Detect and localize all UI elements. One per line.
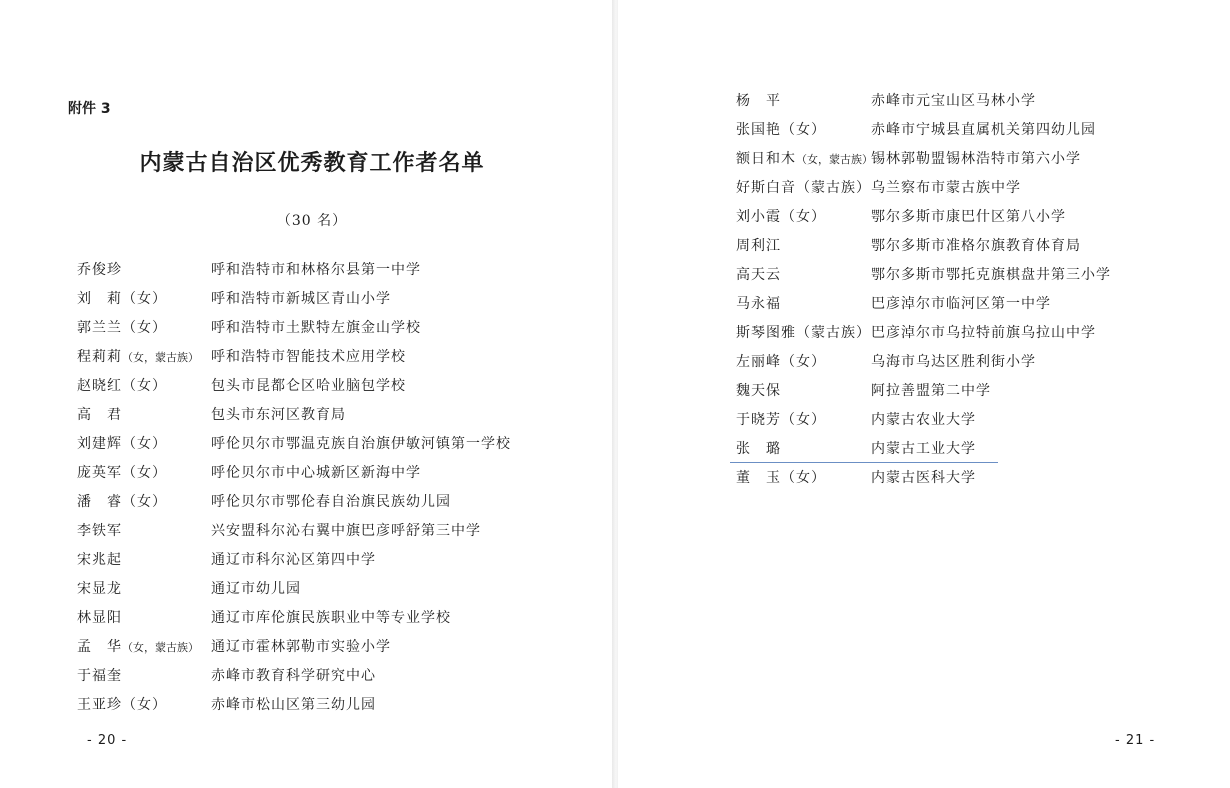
person-name-text: 乔俊珍 bbox=[77, 262, 122, 278]
person-name bbox=[77, 288, 211, 317]
page-number-right: - 21 - bbox=[1115, 733, 1156, 748]
person-note: （女，蒙古族） bbox=[122, 641, 199, 654]
list-item bbox=[77, 665, 511, 694]
list-item bbox=[77, 520, 511, 549]
person-name-text: 左丽峰（女） bbox=[736, 354, 826, 370]
organization: 锡林郭勒盟锡林浩特市第六小学 bbox=[871, 151, 1081, 167]
list-item bbox=[77, 404, 511, 433]
person-name-text: 杨 平 bbox=[736, 93, 781, 109]
person-name bbox=[77, 578, 211, 607]
list-item bbox=[77, 462, 511, 491]
list-item bbox=[77, 375, 511, 404]
list-item bbox=[77, 607, 511, 636]
person-name bbox=[736, 148, 871, 177]
organization: 通辽市霍林郭勒市实验小学 bbox=[211, 639, 391, 655]
list-item bbox=[736, 293, 1111, 322]
right-name-list bbox=[736, 90, 1111, 496]
organization: 呼和浩特市土默特左旗金山学校 bbox=[211, 320, 421, 336]
organization: 通辽市科尔沁区第四中学 bbox=[211, 552, 376, 568]
document-title: 内蒙古自治区优秀教育工作者名单 bbox=[139, 150, 485, 176]
person-name bbox=[736, 264, 871, 293]
list-item bbox=[77, 317, 511, 346]
organization: 赤峰市松山区第三幼儿园 bbox=[211, 697, 376, 713]
person-name-text: 庞英军（女） bbox=[77, 465, 167, 481]
organization: 呼和浩特市智能技术应用学校 bbox=[211, 349, 406, 365]
left-page bbox=[0, 0, 614, 788]
list-item bbox=[736, 409, 1111, 438]
organization: 巴彦淖尔市临河区第一中学 bbox=[871, 296, 1051, 312]
person-name-text: 宋显龙 bbox=[77, 581, 122, 597]
list-item bbox=[736, 467, 1111, 496]
organization: 鄂尔多斯市康巴什区第八小学 bbox=[871, 209, 1066, 225]
person-name-text: 马永福 bbox=[736, 296, 781, 312]
person-name-text: 孟 华 bbox=[77, 639, 122, 655]
person-name-text: 张国艳（女） bbox=[736, 122, 826, 138]
person-name bbox=[736, 380, 871, 409]
person-name bbox=[77, 665, 211, 694]
organization: 通辽市库伦旗民族职业中等专业学校 bbox=[211, 610, 451, 626]
organization: 乌兰察布市蒙古族中学 bbox=[871, 180, 1021, 196]
person-name bbox=[736, 90, 871, 119]
person-name-text: 斯琴图雅（蒙古族） bbox=[736, 325, 871, 341]
person-name bbox=[736, 293, 871, 322]
person-name-text: 额日和木 bbox=[736, 151, 796, 167]
list-item bbox=[77, 288, 511, 317]
person-name-text: 潘 睿（女） bbox=[77, 494, 167, 510]
organization: 乌海市乌达区胜利街小学 bbox=[871, 354, 1036, 370]
person-name bbox=[736, 409, 871, 438]
person-name bbox=[736, 467, 871, 496]
person-name-text: 林显阳 bbox=[77, 610, 122, 626]
list-item bbox=[77, 578, 511, 607]
person-name bbox=[736, 119, 871, 148]
organization: 巴彦淖尔市乌拉特前旗乌拉山中学 bbox=[871, 325, 1096, 341]
person-name bbox=[77, 259, 211, 288]
list-item bbox=[77, 433, 511, 462]
person-name-text: 高 君 bbox=[77, 407, 122, 423]
list-item bbox=[736, 351, 1111, 380]
person-name bbox=[77, 317, 211, 346]
organization: 呼伦贝尔市中心城新区新海中学 bbox=[211, 465, 421, 481]
organization: 兴安盟科尔沁右翼中旗巴彦呼舒第三中学 bbox=[211, 523, 481, 539]
list-item bbox=[77, 259, 511, 288]
organization: 内蒙古医科大学 bbox=[871, 470, 976, 486]
organization: 阿拉善盟第二中学 bbox=[871, 383, 991, 399]
person-name bbox=[77, 462, 211, 491]
right-page bbox=[618, 0, 1230, 788]
organization: 赤峰市元宝山区马林小学 bbox=[871, 93, 1036, 109]
person-name bbox=[77, 346, 211, 375]
person-name-text: 周利江 bbox=[736, 238, 781, 254]
organization: 通辽市幼儿园 bbox=[211, 581, 301, 597]
person-name-text: 董 玉（女） bbox=[736, 470, 826, 486]
person-name bbox=[77, 491, 211, 520]
organization: 呼和浩特市新城区青山小学 bbox=[211, 291, 391, 307]
list-item bbox=[77, 636, 511, 665]
organization: 赤峰市宁城县直属机关第四幼儿园 bbox=[871, 122, 1096, 138]
page-number-left: - 20 - bbox=[87, 733, 128, 748]
list-item bbox=[736, 90, 1111, 119]
count-label: （30 名） bbox=[276, 213, 348, 229]
person-name bbox=[77, 520, 211, 549]
person-name bbox=[77, 375, 211, 404]
organization: 鄂尔多斯市准格尔旗教育体育局 bbox=[871, 238, 1081, 254]
list-item bbox=[736, 206, 1111, 235]
left-name-list bbox=[77, 259, 511, 723]
person-name-text: 刘 莉（女） bbox=[77, 291, 167, 307]
list-item bbox=[736, 380, 1111, 409]
attachment-label: 附件 3 bbox=[68, 101, 111, 117]
organization: 包头市东河区教育局 bbox=[211, 407, 346, 423]
person-name-text: 宋兆起 bbox=[77, 552, 122, 568]
person-name-text: 魏天保 bbox=[736, 383, 781, 399]
person-name-text: 李铁军 bbox=[77, 523, 122, 539]
person-name bbox=[77, 549, 211, 578]
person-name-text: 于福奎 bbox=[77, 668, 122, 684]
person-name bbox=[77, 694, 211, 723]
person-name bbox=[736, 351, 871, 380]
list-item bbox=[77, 346, 511, 375]
list-item bbox=[736, 264, 1111, 293]
list-item bbox=[736, 119, 1111, 148]
person-note: （女，蒙古族） bbox=[796, 153, 873, 166]
person-name bbox=[736, 206, 871, 235]
person-name-text: 刘建辉（女） bbox=[77, 436, 167, 452]
pen-underline bbox=[730, 462, 998, 463]
organization: 内蒙古工业大学 bbox=[871, 441, 976, 457]
person-name-text: 好斯白音（蒙古族） bbox=[736, 180, 871, 196]
organization: 内蒙古农业大学 bbox=[871, 412, 976, 428]
organization: 呼伦贝尔市鄂温克族自治旗伊敏河镇第一学校 bbox=[211, 436, 511, 452]
person-name-text: 王亚珍（女） bbox=[77, 697, 167, 713]
list-item bbox=[736, 235, 1111, 264]
list-item bbox=[77, 491, 511, 520]
organization: 呼伦贝尔市鄂伦春自治旗民族幼儿园 bbox=[211, 494, 451, 510]
person-name-text: 赵晓红（女） bbox=[77, 378, 167, 394]
person-name bbox=[736, 322, 871, 351]
list-item bbox=[736, 148, 1111, 177]
person-name bbox=[77, 607, 211, 636]
organization: 包头市昆都仑区哈业脑包学校 bbox=[211, 378, 406, 394]
list-item bbox=[77, 694, 511, 723]
person-name bbox=[736, 235, 871, 264]
person-note: （女，蒙古族） bbox=[122, 351, 199, 364]
person-name-text: 程莉莉 bbox=[77, 349, 122, 365]
list-item bbox=[736, 322, 1111, 351]
person-name bbox=[77, 404, 211, 433]
person-name bbox=[77, 433, 211, 462]
person-name-text: 高天云 bbox=[736, 267, 781, 283]
organization: 呼和浩特市和林格尔县第一中学 bbox=[211, 262, 421, 278]
person-name bbox=[736, 177, 871, 206]
person-name-text: 于晓芳（女） bbox=[736, 412, 826, 428]
person-name-text: 张 璐 bbox=[736, 441, 781, 457]
organization: 赤峰市教育科学研究中心 bbox=[211, 668, 376, 684]
person-name-text: 郭兰兰（女） bbox=[77, 320, 167, 336]
organization: 鄂尔多斯市鄂托克旗棋盘井第三小学 bbox=[871, 267, 1111, 283]
list-item bbox=[77, 549, 511, 578]
list-item bbox=[736, 177, 1111, 206]
person-name bbox=[77, 636, 211, 665]
person-name-text: 刘小霞（女） bbox=[736, 209, 826, 225]
